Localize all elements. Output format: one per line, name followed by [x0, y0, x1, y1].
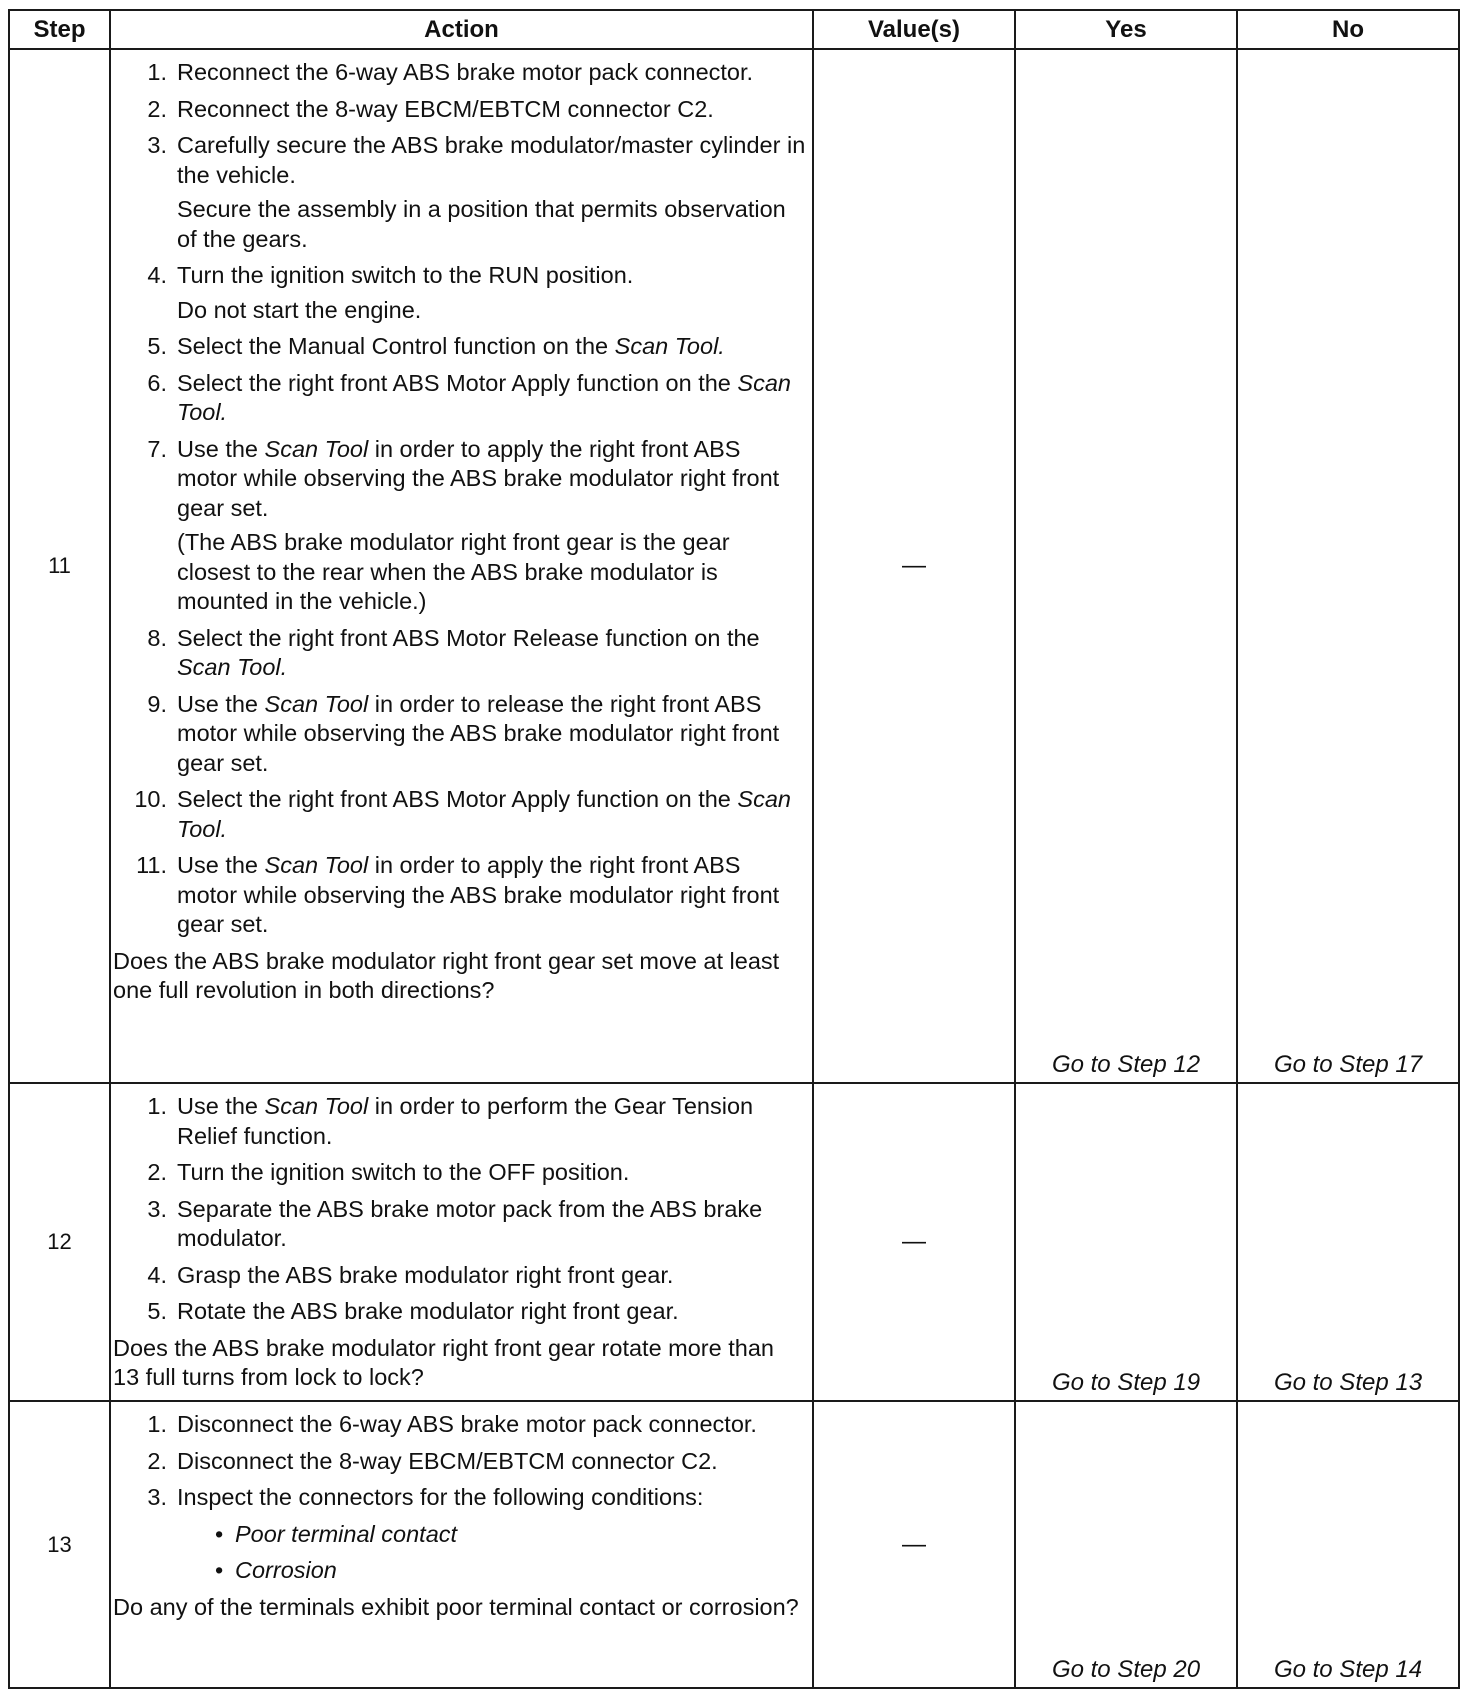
tool-name-text: Scan Tool. [177, 654, 288, 680]
header-row [9, 10, 1459, 49]
action-item [117, 332, 806, 362]
action-item-text [177, 1092, 806, 1151]
action-item-text [177, 1410, 806, 1440]
action-item [117, 851, 806, 940]
action-item-text [177, 1158, 806, 1188]
action-item-number: 3. [147, 132, 167, 158]
action-text: Separate the ABS brake motor pack from the ABS brake modulator. [177, 1195, 763, 1251]
action-item [117, 1158, 806, 1188]
action-cell [110, 1401, 813, 1688]
action-item [117, 1410, 806, 1440]
action-item-text [177, 369, 806, 428]
action-text: Select the right front ABS Motor Apply function on the [177, 786, 738, 812]
action-item-text [177, 58, 806, 88]
yes-goto-link[interactable]: Go to Step 19 [1015, 1083, 1237, 1401]
action-item-text [177, 851, 806, 940]
step-number: 12 [9, 1083, 110, 1401]
condition-bullet [117, 1520, 806, 1550]
header-action: Action [110, 10, 813, 49]
tool-name-text: Scan Tool. [177, 369, 791, 425]
action-item-number: 2. [147, 1159, 167, 1185]
condition-text: Poor terminal contact [235, 1520, 458, 1547]
yes-goto-link[interactable]: Go to Step 12 [1015, 49, 1237, 1083]
action-item [117, 1483, 806, 1513]
action-item-text [177, 435, 806, 524]
action-item-number: 4. [147, 262, 167, 288]
action-item [117, 1297, 806, 1327]
action-text: Disconnect the 8-way EBCM/EBTCM connector C2. [177, 1447, 718, 1474]
action-item-text [177, 1195, 806, 1254]
header-yes: Yes [1015, 10, 1237, 49]
action-item-number: 5. [147, 333, 167, 359]
value-cell: — [813, 1401, 1015, 1688]
action-item [117, 369, 806, 428]
table-row [9, 1401, 1459, 1688]
action-item [117, 690, 806, 779]
action-item [117, 58, 806, 88]
header-no: No [1237, 10, 1459, 49]
action-item-text [177, 1447, 806, 1477]
action-item-number: 8. [147, 624, 167, 651]
action-item-text [177, 1261, 806, 1291]
action-text: Carefully secure the ABS brake modulator/master cylinder in the vehicle. [177, 132, 806, 188]
action-text: Inspect the connectors for the following conditions: [177, 1484, 704, 1510]
action-item-number: 1. [147, 59, 167, 85]
action-item [117, 261, 806, 291]
tool-name-text: Scan Tool. [177, 786, 791, 842]
action-note: Do not start the engine. [177, 296, 422, 323]
action-item-text [177, 785, 806, 844]
action-text: Use the [177, 435, 265, 462]
table-row [9, 49, 1459, 1083]
value-cell: — [813, 1083, 1015, 1401]
action-item-number: 2. [147, 1447, 167, 1474]
action-item [117, 1447, 806, 1477]
action-cell [110, 49, 813, 1083]
header-values: Value(s) [813, 10, 1015, 49]
action-item [117, 95, 806, 125]
action-item-number: 2. [147, 95, 167, 122]
action-text: Turn the ignition switch to the OFF position. [177, 1159, 630, 1185]
action-text: Select the right front ABS Motor Apply function on the [177, 369, 738, 396]
action-item [117, 1092, 806, 1151]
action-note: (The ABS brake modulator right front gear is the gear closest to the rear when the ABS brake modulator is mounted in the vehicle.) [177, 529, 730, 614]
diagnostic-table-page [8, 9, 1458, 1689]
action-text: Use the [177, 690, 265, 717]
action-item-number: 1. [147, 1093, 167, 1119]
action-text: Reconnect the 8-way EBCM/EBTCM connector C2. [177, 95, 714, 122]
action-text: Use the [177, 852, 265, 878]
header-step: Step [9, 10, 110, 49]
no-goto-link[interactable]: Go to Step 13 [1237, 1083, 1459, 1401]
action-text: Disconnect the 6-way ABS brake motor pack connector. [177, 1411, 757, 1437]
tool-name-text: Scan Tool [264, 690, 369, 717]
condition-text: Corrosion [235, 1557, 337, 1583]
tool-name-text: Scan Tool [264, 1093, 369, 1119]
action-text: in order to perform the Gear Tension Relief function. [177, 1093, 754, 1149]
action-item-text [177, 261, 806, 291]
action-item-number: 5. [147, 1298, 167, 1324]
action-note: Secure the assembly in a position that permits observation of the gears. [177, 196, 786, 252]
step-question: Do any of the terminals exhibit poor terminal contact or corrosion? [113, 1593, 799, 1620]
bullet-dot-icon: • [215, 1520, 224, 1547]
action-item-text [177, 95, 806, 125]
value-cell: — [813, 49, 1015, 1083]
action-text: Rotate the ABS brake modulator right front gear. [177, 1298, 679, 1324]
action-item [117, 131, 806, 190]
yes-goto-link[interactable]: Go to Step 20 [1015, 1401, 1237, 1688]
action-text: in order to apply the right front ABS motor while observing the ABS brake modulator right front gear set. [177, 435, 780, 521]
action-item-number: 10. [134, 786, 167, 812]
action-item-number: 7. [147, 435, 167, 462]
step-number: 13 [9, 1401, 110, 1688]
table-body [9, 49, 1459, 1688]
action-text: Grasp the ABS brake modulator right front gear. [177, 1261, 674, 1288]
action-item-number: 9. [147, 690, 167, 717]
action-item-number: 6. [147, 369, 167, 396]
step-question: Does the ABS brake modulator right front gear set move at least one full revolution in both directions? [113, 947, 780, 1003]
no-goto-link[interactable]: Go to Step 17 [1237, 49, 1459, 1083]
action-item-text [177, 624, 806, 683]
action-item [117, 1195, 806, 1254]
table-row [9, 1083, 1459, 1401]
action-cell [110, 1083, 813, 1401]
action-text: in order to release the right front ABS motor while observing the ABS brake modulator right front gear set. [177, 690, 780, 776]
action-item-text [177, 1297, 806, 1327]
action-text: Use the [177, 1093, 265, 1119]
bullet-dot-icon: • [215, 1557, 224, 1583]
action-item-number: 3. [147, 1484, 167, 1510]
condition-bullet [117, 1556, 806, 1586]
tool-name-text: Scan Tool. [614, 333, 725, 359]
action-item-text [177, 332, 806, 362]
action-text: Turn the ignition switch to the RUN position. [177, 262, 634, 288]
diagnostic-table [8, 9, 1460, 1689]
action-item [117, 624, 806, 683]
action-item-number: 4. [147, 1261, 167, 1288]
action-text: Select the Manual Control function on the [177, 333, 615, 359]
action-item-text [177, 1483, 806, 1513]
action-item-text [177, 690, 806, 779]
tool-name-text: Scan Tool [264, 435, 369, 462]
no-goto-link[interactable]: Go to Step 14 [1237, 1401, 1459, 1688]
action-item-text [177, 131, 806, 190]
action-item-number: 11. [136, 852, 167, 878]
action-item [117, 1261, 806, 1291]
action-text: in order to apply the right front ABS motor while observing the ABS brake modulator right front gear set. [177, 852, 780, 937]
action-item [117, 435, 806, 524]
step-number: 11 [9, 49, 110, 1083]
tool-name-text: Scan Tool [264, 852, 369, 878]
action-item [117, 785, 806, 844]
action-item-number: 1. [147, 1411, 167, 1437]
action-item-number: 3. [147, 1195, 167, 1222]
action-text: Select the right front ABS Motor Release function on the [177, 624, 760, 651]
step-question: Does the ABS brake modulator right front gear rotate more than 13 full turns from lock to lock? [113, 1334, 774, 1390]
action-text: Reconnect the 6-way ABS brake motor pack connector. [177, 59, 754, 85]
